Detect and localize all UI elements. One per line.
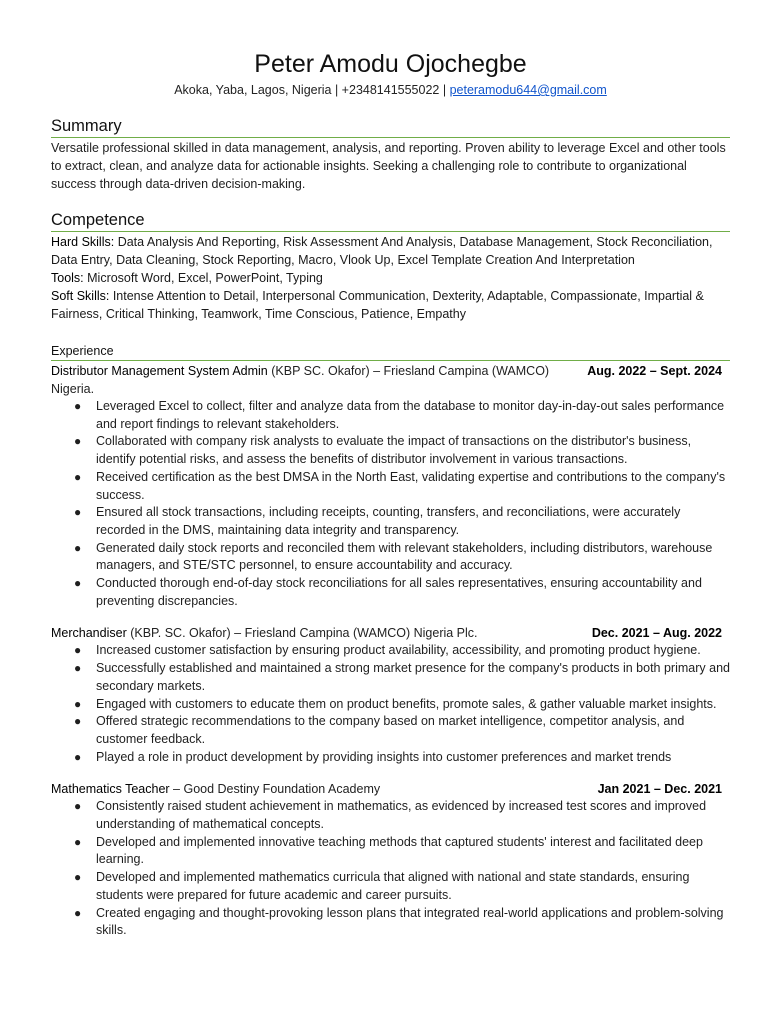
job-dates: Aug. 2022 – Sept. 2024 [587, 364, 722, 378]
job-title: Distributor Management System Admin [51, 364, 268, 378]
bullet-text: Successfully established and maintained a strong market presence for the company's products in both primary and secondary markets. [96, 661, 730, 693]
job-bullet [51, 798, 730, 833]
job-title: Merchandiser [51, 626, 127, 641]
job-bullets [51, 642, 730, 766]
bullet-text: Conducted thorough end-of-day stock reconciliations for all sales representatives, ensuring accountability and preventing discrepancies. [96, 576, 702, 608]
job-bullet [51, 696, 730, 714]
job-bullet [51, 504, 730, 539]
job-bullets [51, 798, 730, 940]
contact-line [51, 82, 730, 98]
bullet-text: Consistently raised student achievement in mathematics, as evidenced by increased test scores and improved understanding of mathematical concepts. [96, 799, 707, 832]
job-bullet [51, 642, 730, 660]
hard-skills-text: Data Analysis And Reporting, Risk Assessment And Analysis, Database Management, Stock Reconciliation, Data Entry, Data Cleaning, Stock Reporting, Macro, Vlook Up, Excel Template Creation And Interpretation [51, 235, 713, 267]
job-header [51, 780, 730, 798]
job-bullet [51, 834, 730, 869]
job-dates: Dec. 2021 – Aug. 2022 [591, 626, 722, 641]
bullet-icon: ● [74, 399, 82, 413]
bullet-text: Engaged with customers to educate them on product benefits, promote sales, & gather valuable market insights. [96, 696, 717, 711]
hard-skills-label: Hard Skills: [51, 235, 115, 249]
bullet-icon: ● [74, 434, 82, 449]
bullet-icon: ● [74, 469, 82, 484]
summary-section [51, 116, 730, 193]
job-bullet [51, 660, 730, 695]
job-bullet [51, 540, 730, 575]
job-entry [51, 780, 730, 940]
soft-skills-text: Intense Attention to Detail, Interpersonal Communication, Dexterity, Adaptable, Compassionate, Impartial & Fairness, Critical Thinking, Teamwork, Time Conscious, Patience, Empathy [51, 289, 704, 321]
bullet-icon: ● [74, 870, 82, 885]
header [51, 48, 730, 98]
summary-text: Versatile professional skilled in data management, analysis, and reporting. Proven ability to leverage Excel and other tools to extract, clean, and analyze data for actionable insights. Seeking a challenging role to contribute to organizational success through data-driven decision-making. [51, 141, 726, 191]
bullet-text: Increased customer satisfaction by ensuring product availability, accessibility, and promoting product hygiene. [96, 643, 701, 658]
bullet-icon: ● [74, 749, 82, 764]
bullet-text: Developed and implemented mathematics curricula that aligned with national and state standards, ensuring students were prepared for future academic and career pursuits. [96, 870, 690, 902]
contact-details: Akoka, Yaba, Lagos, Nigeria | +2348141555022 | [174, 83, 450, 97]
job-header [51, 624, 730, 642]
tools-text: Microsoft Word, Excel, PowerPoint, Typing [83, 271, 323, 285]
job-dates: Jan 2021 – Dec. 2021 [597, 782, 722, 797]
bullet-text: Created engaging and thought-provoking lesson plans that integrated real-world applications and problem-solving skills. [96, 905, 724, 938]
tools-label: Tools: [51, 271, 84, 285]
bullet-text: Leveraged Excel to collect, filter and analyze data from the database to monitor day-in-day-out sales performance and report findings to relevant stakeholders. [96, 399, 725, 431]
bullet-icon: ● [74, 661, 82, 676]
job-bullet [51, 433, 730, 468]
job-bullet [51, 869, 730, 904]
bullet-icon: ● [74, 799, 82, 814]
bullet-icon: ● [74, 643, 82, 658]
summary-heading: Summary [51, 116, 730, 138]
job-employer: – Good Destiny Foundation Academy [169, 782, 381, 797]
bullet-text: Offered strategic recommendations to the company based on market intelligence, competitor analysis, and customer feedback. [96, 714, 685, 746]
job-title: Mathematics Teacher [51, 782, 170, 797]
job-employer: (KBP SC. Okafor) – Friesland Campina (WAMCO) Nigeria. [51, 364, 550, 396]
bullet-icon: ● [74, 905, 82, 920]
job-bullet [51, 905, 730, 940]
candidate-name: Peter Amodu Ojochegbe [254, 50, 527, 78]
bullet-text: Played a role in product development by providing insights into customer preferences and market trends [96, 749, 672, 764]
job-entry [51, 362, 730, 610]
job-bullet [51, 575, 730, 610]
bullet-icon: ● [74, 505, 82, 520]
bullet-text: Collaborated with company risk analysts to evaluate the impact of transactions on the distributor's business, identify potential risks, and assess the benefits of distributor involvement in various transactions. [96, 434, 692, 467]
bullet-text: Generated daily stock reports and reconciled them with relevant stakeholders, including distributors, warehouse managers, and STE/STC personnel, to ensure accountability and accuracy. [96, 540, 713, 573]
job-employer: (KBP. SC. Okafor) – Friesland Campina (WAMCO) Nigeria Plc. [126, 626, 478, 641]
job-bullets [51, 398, 730, 610]
soft-skills-label: Soft Skills: [51, 289, 110, 303]
bullet-icon: ● [74, 696, 82, 711]
soft-skills-line [51, 287, 730, 323]
job-header [51, 362, 730, 398]
bullet-icon: ● [74, 576, 82, 591]
bullet-icon: ● [74, 834, 82, 849]
bullet-text: Ensured all stock transactions, including receipts, counting, transfers, and reconciliations, were accurately recorded in the DMS, maintaining data integrity and transparency. [96, 505, 681, 537]
job-role [51, 624, 478, 642]
job-bullet [51, 398, 730, 433]
job-bullet [51, 469, 730, 504]
bullet-text: Developed and implemented innovative teaching methods that captured students' interest and facilitated deep learning. [96, 834, 703, 867]
job-role [51, 362, 587, 398]
experience-section [51, 343, 730, 940]
experience-heading: Experience [51, 343, 730, 361]
hard-skills-line [51, 233, 730, 269]
job-bullet [51, 749, 730, 767]
bullet-icon: ● [74, 540, 82, 555]
job-bullet [51, 713, 730, 748]
competence-section [51, 210, 730, 323]
job-entry [51, 624, 730, 766]
bullet-text: Received certification as the best DMSA in the North East, validating expertise and contributions to the company's success. [96, 469, 726, 502]
job-role [51, 780, 380, 798]
bullet-icon: ● [74, 714, 82, 729]
email-link[interactable]: peteramodu644@gmail.com [449, 83, 607, 97]
competence-heading: Competence [51, 210, 730, 232]
tools-line [51, 269, 730, 287]
